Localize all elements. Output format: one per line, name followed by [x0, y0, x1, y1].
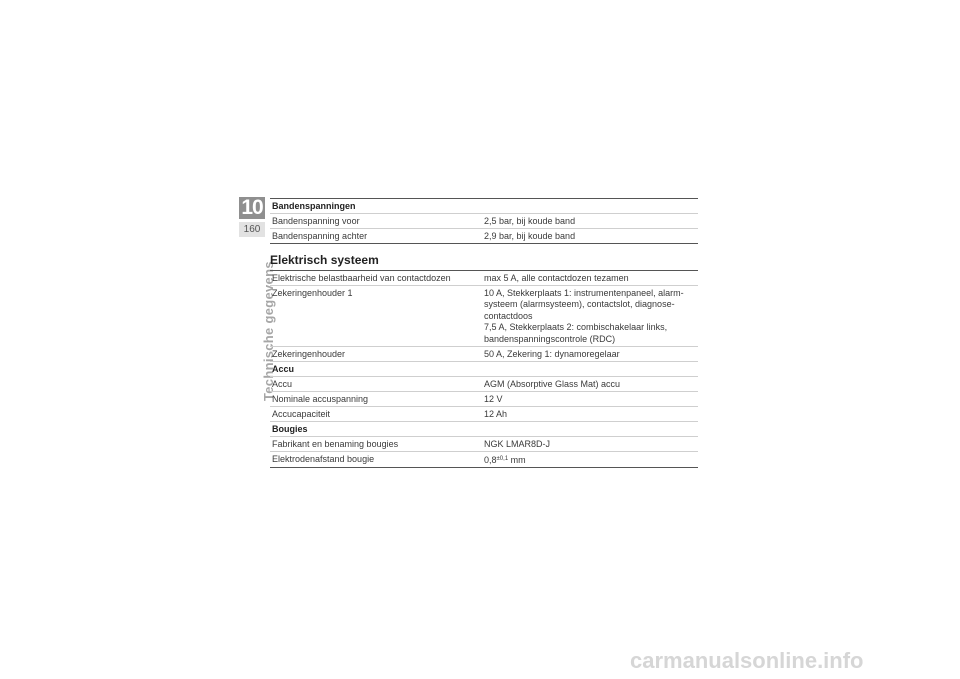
table-row	[270, 270, 698, 286]
row-label: Elektrische belastbaarheid van contactdozen	[272, 272, 451, 283]
watermark: carmanualsonline.info	[630, 648, 864, 673]
row-label: Elektrodenafstand bougie	[272, 453, 375, 464]
section-heading: Elektrisch systeem	[270, 253, 379, 267]
value-tolerance: ±0,1	[496, 455, 509, 462]
page-number: 160	[239, 222, 265, 237]
row-value: 50 A, Zekering 1: dynamoregelaar	[484, 348, 620, 359]
table-header	[270, 422, 698, 437]
row-label: Zekeringenhouder 1	[272, 287, 353, 298]
row-label: Bandenspanning achter	[272, 230, 368, 241]
row-value: 12 Ah	[484, 408, 508, 419]
table-row	[270, 347, 698, 362]
table-header-label: Accu	[272, 363, 295, 374]
table-row	[270, 377, 698, 392]
row-label: Zekeringenhouder	[272, 348, 346, 359]
row-value	[482, 452, 698, 467]
tire-pressure-table	[270, 198, 698, 244]
value-line: 10 A, Stekkerplaats 1: instrumentenpaneel, alarm-	[484, 287, 684, 298]
value-base: 0,8	[484, 454, 497, 465]
value-line: contactdoos	[484, 310, 533, 321]
row-value: AGM (Absorptive Glass Mat) accu	[484, 378, 621, 389]
table-row	[270, 452, 698, 468]
table-row	[270, 286, 698, 347]
row-value-multiline	[482, 286, 698, 346]
table-row	[270, 437, 698, 452]
table-row	[270, 407, 698, 422]
value-unit: mm	[508, 454, 526, 465]
row-value: 2,5 bar, bij koude band	[484, 215, 576, 226]
row-label: Accu	[272, 378, 293, 389]
table-header-label: Bougies	[272, 423, 308, 434]
table-row	[270, 214, 698, 229]
row-label: Accucapaciteit	[272, 408, 331, 419]
table-header	[270, 362, 698, 377]
row-label: Bandenspanning voor	[272, 215, 360, 226]
chapter-side-title: Technische gegevens	[261, 261, 276, 401]
row-label: Fabrikant en benaming bougies	[272, 438, 399, 449]
row-value: 12 V	[484, 393, 503, 404]
electrical-table	[270, 270, 698, 468]
value-line: 7,5 A, Stekkerplaats 2: combischakelaar links,	[484, 322, 668, 332]
row-label: Nominale accuspanning	[272, 393, 369, 404]
table-row	[270, 392, 698, 407]
row-value: 2,9 bar, bij koude band	[484, 230, 576, 241]
value-line: bandenspanningscontrole (RDC)	[484, 333, 616, 344]
table-row	[270, 229, 698, 244]
chapter-number: 10	[239, 197, 265, 219]
row-value: NGK LMAR8D-J	[484, 438, 551, 449]
table-header-label: Bandenspanningen	[272, 200, 356, 211]
value-line: systeem (alarmsysteem), contactslot, diagnose-	[484, 299, 675, 309]
row-value: max 5 A, alle contactdozen tezamen	[484, 272, 629, 283]
table-header	[270, 198, 698, 214]
